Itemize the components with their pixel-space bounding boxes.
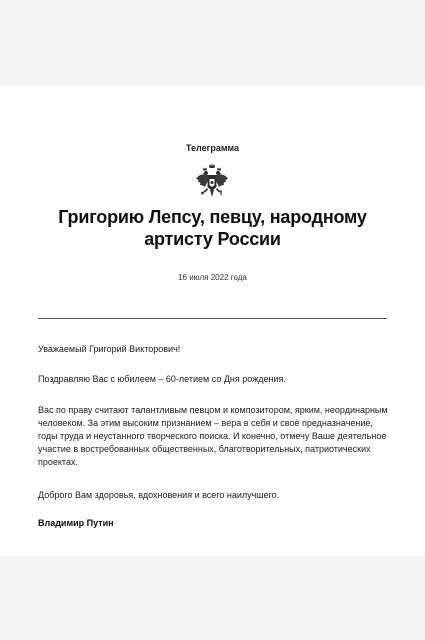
top-band [0, 0, 425, 86]
document-sheet [0, 86, 425, 556]
salutation: Уважаемый Григорий Викторович! [38, 344, 181, 354]
signature: Владимир Путин [38, 518, 114, 528]
divider [38, 318, 387, 319]
paragraph-3: Доброго Вам здоровья, вдохновения и всего наилучшего. [38, 490, 280, 500]
document-date: 16 июля 2022 года [178, 273, 247, 282]
coat-of-arms-icon [194, 163, 230, 199]
document-title: Григорию Лепсу, певцу, народному артисту России [58, 207, 367, 249]
paragraph-1: Поздравляю Вас с юбилеем – 60-летием со Дня рождения. [38, 374, 286, 384]
bottom-band [0, 556, 425, 640]
paragraph-2: Вас по праву считают талантливым певцом и композитором, ярким, неординарным человеком. За этим высоким признанием – вера в себя и своё предназначение, годы труда и неустанного творческого поиска. И конечно, отмечу Ваше деятельное участие в востребованных общественных, благотворительных, патриотических проектах. [38, 405, 388, 467]
document-type-label: Телеграмма [185, 143, 240, 153]
